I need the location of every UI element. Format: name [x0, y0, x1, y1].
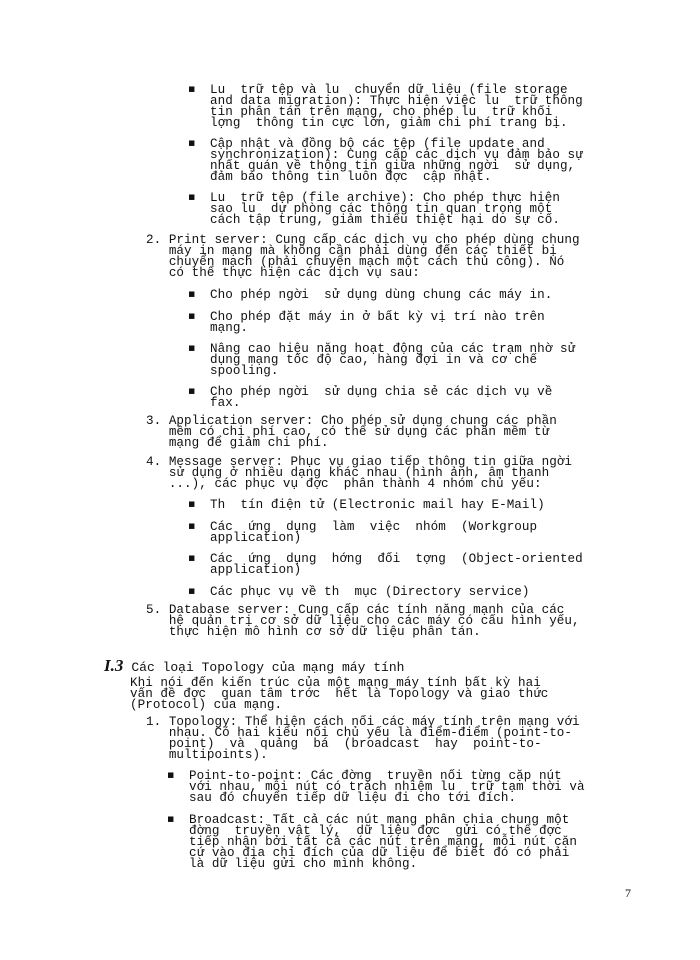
- text-line: 3. Application server: Cho phép sử dụng chung các phần: [146, 414, 557, 428]
- text-line: Nâng cao hiệu năng hoạt động của các trạm nhờ sử: [210, 342, 576, 356]
- text-line: 2. Print server: Cung cấp các dịch vụ cho phép dùng chung: [146, 233, 580, 247]
- text-line: Lu trữ tệp (file archive): Cho phép thực hiện: [210, 191, 560, 205]
- text-line: 1. Topology: Thể hiện cách nối các máy tính trên mạng với: [146, 715, 580, 729]
- bullet-icon: ▪: [188, 82, 196, 95]
- bullet-icon: ▪: [167, 768, 175, 781]
- text-line: thực hiện mô hình cơ sở dữ liệu phân tán.: [146, 625, 481, 639]
- text-line: đờng truyền vật lý, dữ liệu đợc gửi có thể đợc: [189, 824, 562, 838]
- text-line: multipoints).: [146, 748, 268, 762]
- section-title: Các loại Topology của mạng máy tính: [131, 660, 405, 675]
- text-line: với nhau, mỗi nút có trách nhiệm lu trữ tạm thời và: [189, 780, 585, 794]
- text-line: sao lu dự phòng các thông tin quan trọng một: [210, 202, 553, 216]
- text-line: fax.: [210, 396, 241, 410]
- bullet-icon: ▪: [188, 519, 196, 532]
- text-line: Cho phép ngời sử dụng chia sẻ các dịch vụ về: [210, 385, 553, 399]
- text-line: 5. Database server: Cung cấp các tính năng mạnh của các: [146, 603, 565, 617]
- text-line: synchronization): Cung cấp các dịch vụ đảm bảo sự: [210, 148, 583, 162]
- text-line: cách tập trung, giảm thiểu thiệt hại do sự cố.: [210, 213, 560, 227]
- text-line: chuyển mạch (phải chuyển mạch một cách thủ công). Nó: [146, 255, 565, 269]
- text-line: and data migration): Thực hiện việc lu trữ thông: [210, 94, 583, 108]
- text-line: mạng.: [210, 321, 249, 335]
- text-line: point) và quảng bá (broadcast hay point-to-: [146, 737, 542, 751]
- bullet-icon: ▪: [188, 497, 196, 510]
- text-line: tin phân tán trên mạng, cho phép lu trữ khối: [210, 105, 553, 119]
- text-line: sử dụng ở nhiều dạng khác nhau (hình ảnh, âm thanh: [146, 466, 550, 480]
- text-line: Khi nói đến kiến trúc của một mạng máy tính bất kỳ hai: [130, 676, 541, 690]
- text-line: Cập nhật và đồng bộ các tệp (file update and: [210, 137, 545, 151]
- bullet-icon: ▪: [188, 341, 196, 354]
- bullet-icon: ▪: [188, 584, 196, 597]
- text-line: spooling.: [210, 364, 279, 378]
- bullet-icon: ▪: [188, 287, 196, 300]
- text-line: mạng để giảm chi phí.: [146, 436, 329, 450]
- text-line: Th tín điện tử (Electronic mail hay E-Mail): [210, 498, 545, 512]
- text-line: Cho phép đặt máy in ở bất kỳ vị trí nào trên: [210, 310, 545, 324]
- text-line: Point-to-point: Các đờng truyền nối từng cặp nút: [189, 769, 562, 783]
- text-line: tiếp nhận bởi tất cả các nút trên mạng, mỗi nút căn: [189, 835, 577, 849]
- text-line: vấn đề đợc quan tâm trớc hết là Topology và giao thức: [130, 687, 549, 701]
- text-line: hệ quản trị cơ sở dữ liệu cho các máy có cấu hình yếu,: [146, 614, 580, 628]
- text-line: dụng mạng tốc độ cao, hàng đợi in và cơ chế: [210, 353, 538, 367]
- bullet-icon: ▪: [188, 309, 196, 322]
- bullet-icon: ▪: [188, 384, 196, 397]
- bullet-icon: ▪: [167, 812, 175, 825]
- text-line: đảm bảo thông tin luôn đợc cập nhật.: [210, 170, 492, 184]
- text-line: application): [210, 531, 302, 545]
- section-heading: [104, 656, 404, 676]
- bullet-icon: ▪: [188, 136, 196, 149]
- text-line: (Protocol) của mạng.: [130, 698, 283, 712]
- text-line: 4. Message server: Phục vụ giao tiếp thông tin giữa ngời: [146, 455, 573, 469]
- text-line: ...), các phục vụ đợc phân thành 4 nhóm chủ yếu:: [146, 477, 542, 491]
- text-line: nhất quán về thông tin giữa những ngời sử dụng,: [210, 159, 576, 173]
- text-line: Các ứng dụng hớng đối tợng (Object-oriented: [210, 552, 583, 566]
- text-line: mềm có chi phí cao, có thể sử dụng các phần mềm từ: [146, 425, 550, 439]
- page-number: 7: [625, 886, 631, 900]
- text-line: application): [210, 563, 302, 577]
- text-line: là dữ liệu gửi cho mình không.: [189, 857, 418, 871]
- bullet-icon: ▪: [188, 190, 196, 203]
- text-line: nhau. Có hai kiểu nối chủ yếu là điểm-điểm (point-to-: [146, 726, 573, 740]
- section-number: I.3: [104, 656, 124, 675]
- text-line: sau đó chuyển tiếp dữ liệu đi cho tới đích.: [189, 791, 517, 805]
- bullet-icon: ▪: [188, 551, 196, 564]
- text-line: Broadcast: Tất cả các nút mạng phân chia chung một: [189, 813, 570, 827]
- text-line: cứ vào địa chỉ đích của dữ liệu để biết đó có phải: [189, 846, 570, 860]
- text-line: Các phục vụ về th mục (Directory service): [210, 585, 530, 599]
- text-line: có thể thực hiện các dịch vụ sau:: [146, 266, 420, 280]
- text-line: Các ứng dụng làm việc nhóm (Workgroup: [210, 520, 538, 534]
- text-line: Lu trữ tệp và lu chuyển dữ liệu (file storage: [210, 83, 568, 97]
- text-line: lợng thông tin cực lớn, giảm chi phí trang bị.: [210, 116, 568, 130]
- text-line: Cho phép ngời sử dụng dùng chung các máy in.: [210, 288, 553, 302]
- text-line: máy in mạng mà không cần phải dùng đến các thiết bị: [146, 244, 557, 258]
